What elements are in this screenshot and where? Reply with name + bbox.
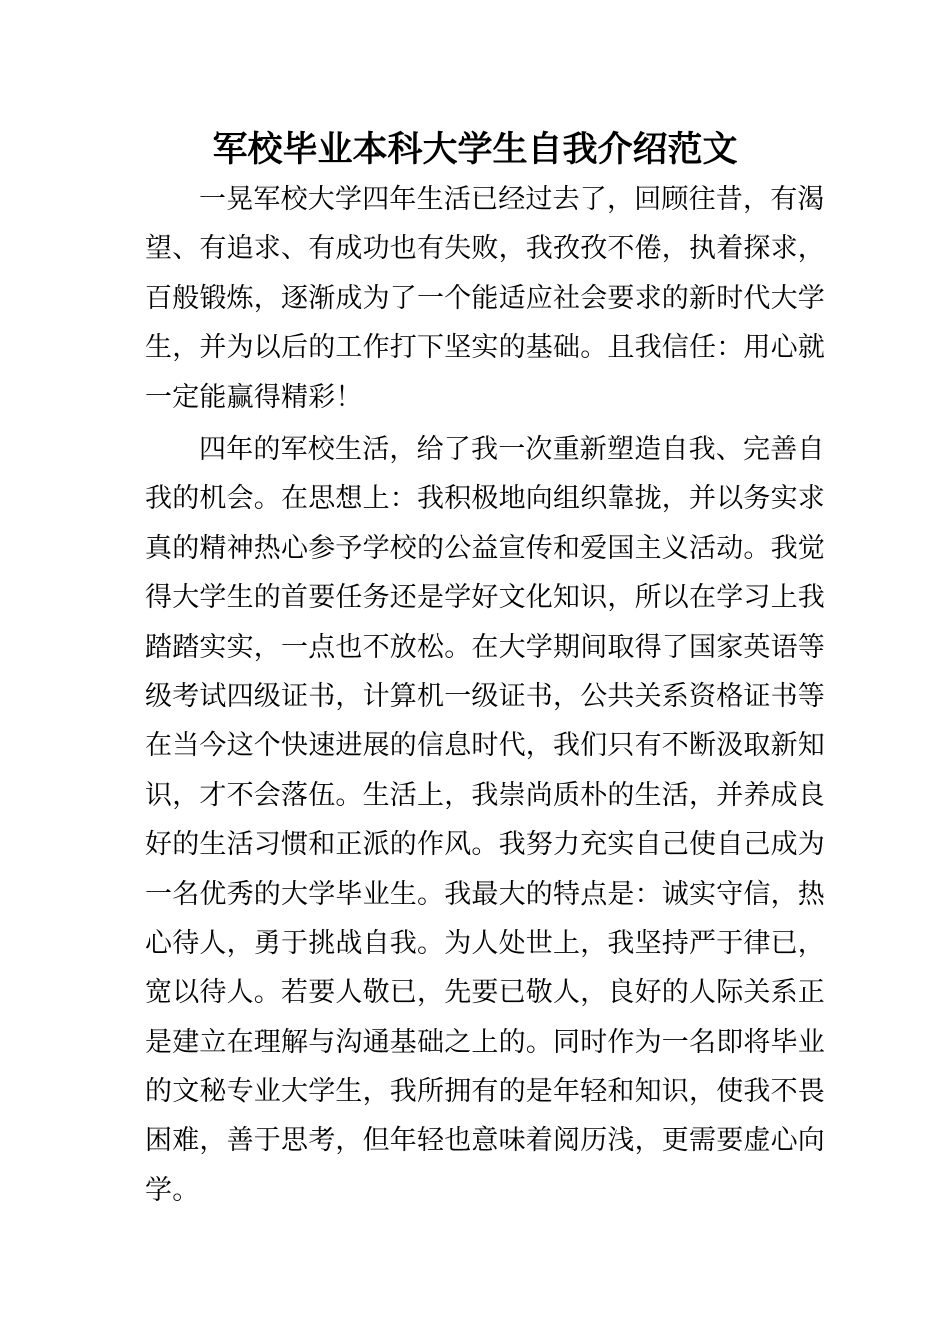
paragraph-line: 百般锻炼，逐渐成为了一个能适应社会要求的新时代大学 bbox=[145, 282, 825, 314]
paragraph-line: 真的精神热心参予学校的公益宣传和爱国主义活动。我觉 bbox=[145, 532, 825, 564]
paragraph-line: 级考试四级证书，计算机一级证书，公共关系资格证书等 bbox=[145, 680, 825, 712]
paragraph-line: 踏踏实实，一点也不放松。在大学期间取得了国家英语等 bbox=[145, 631, 825, 663]
paragraph-line: 在当今这个快速进展的信息时代，我们只有不断汲取新知 bbox=[145, 730, 825, 762]
paragraph-line: 一名优秀的大学毕业生。我最大的特点是：诚实守信，热 bbox=[145, 878, 825, 910]
paragraph-line: 四年的军校生活，给了我一次重新塑造自我、完善自 bbox=[199, 434, 825, 465]
paragraph-line: 一定能赢得精彩！ bbox=[145, 381, 363, 413]
document-title: 军校毕业本科大学生自我介绍范文 bbox=[212, 130, 738, 170]
paragraph-2 bbox=[145, 425, 825, 1215]
paragraph-line: 得大学生的首要任务还是学好文化知识，所以在学习上我 bbox=[145, 582, 825, 614]
paragraph-line: 的文秘专业大学生，我所拥有的是年轻和知识，使我不畏 bbox=[145, 1076, 825, 1108]
paragraph-line: 我的机会。在思想上：我积极地向组织靠拢，并以务实求 bbox=[145, 483, 825, 515]
paragraph-line: 是建立在理解与沟通基础之上的。同时作为一名即将毕业 bbox=[145, 1026, 825, 1058]
paragraph-line: 望、有追求、有成功也有失败，我孜孜不倦，执着探求， bbox=[145, 233, 825, 265]
paragraph-line: 生，并为以后的工作打下坚实的基础。且我信任：用心就 bbox=[145, 332, 825, 364]
paragraph-line: 宽以待人。若要人敬已，先要已敬人，良好的人际关系正 bbox=[145, 977, 825, 1009]
paragraph-line: 困难，善于思考，但年轻也意味着阅历浅，更需要虚心向 bbox=[145, 1125, 825, 1157]
paragraph-line: 心待人，勇于挑战自我。为人处世上，我坚持严于律已， bbox=[145, 927, 825, 959]
paragraph-line: 学。 bbox=[145, 1174, 200, 1206]
paragraph-1 bbox=[145, 175, 825, 422]
paragraph-line: 一晃军校大学四年生活已经过去了，回顾往昔，有渴 bbox=[199, 184, 825, 215]
paragraph-line: 好的生活习惯和正派的作风。我努力充实自己使自己成为 bbox=[145, 829, 825, 861]
paragraph-line: 识，才不会落伍。生活上，我崇尚质朴的生活，并养成良 bbox=[145, 779, 825, 811]
